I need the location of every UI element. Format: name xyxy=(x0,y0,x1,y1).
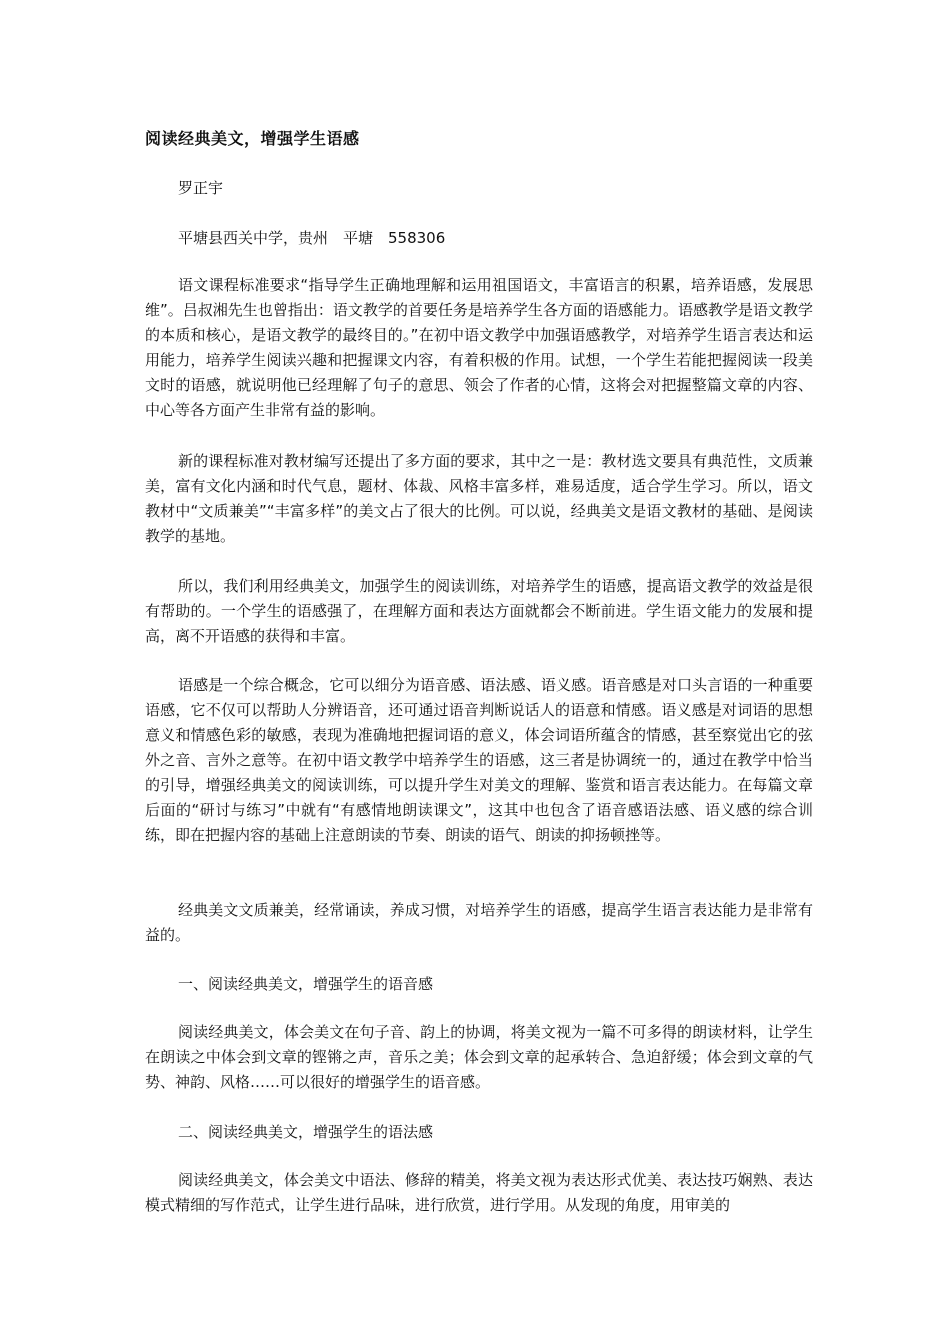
author-name: 罗正宇 xyxy=(178,179,224,197)
body-paragraph: 语文课程标准要求“指导学生正确地理解和运用祖国语文，丰富语言的积累，培养语感，发展思维”。吕叔湘先生也曾指出：语文教学的首要任务是培养学生各方面的语感能力。语感教学是语文教学的本质和核心，是语文教学的最终目的。”在初中语文教学中加强语感教学，对培养学生语言表达和运用能力，培养学生阅读兴趣和把握课文内容，有着积极的作用。试想，一个学生若能把握阅读一段美文时的语感，就说明他已经理解了句子的意思、领会了作者的心情，这将会对把握整篇文章的内容、中心等各方面产生非常有益的影响。 xyxy=(145,276,813,419)
section-heading: 二、阅读经典美文，增强学生的语法感 xyxy=(178,1123,434,1141)
author-affiliation: 平塘县西关中学，贵州 平塘 558306 xyxy=(178,229,446,247)
section-paragraph: 阅读经典美文，体会美文在句子音、韵上的协调，将美文视为一篇不可多得的朗读材料，让学生在朗读之中体会到文章的铿锵之声，音乐之美；体会到文章的起承转合、急迫舒缓；体会到文章的气势、神韵、风格……可以很好的增强学生的语音感。 xyxy=(145,1023,813,1091)
article-title: 阅读经典美文，增强学生语感 xyxy=(145,129,360,148)
body-paragraph: 所以，我们利用经典美文，加强学生的阅读训练，对培养学生的语感，提高语文教学的效益是很有帮助的。一个学生的语感强了，在理解方面和表达方面就都会不断前进。学生语文能力的发展和提高，离不开语感的获得和丰富。 xyxy=(145,577,813,645)
section-heading: 一、阅读经典美文，增强学生的语音感 xyxy=(178,975,434,993)
body-paragraph: 经典美文文质兼美，经常诵读，养成习惯，对培养学生的语感，提高学生语言表达能力是非常有益的。 xyxy=(145,901,813,944)
section-paragraph: 阅读经典美文，体会美文中语法、修辞的精美，将美文视为表达形式优美、表达技巧娴熟、表达模式精细的写作范式，让学生进行品味，进行欣赏，进行学用。从发现的角度，用审美的 xyxy=(145,1171,813,1214)
body-paragraph: 语感是一个综合概念，它可以细分为语音感、语法感、语义感。语音感是对口头言语的一种重要语感，它不仅可以帮助人分辨语音，还可通过语音判断说话人的语意和情感。语义感是对词语的思想意义和情感色彩的敏感，表现为准确地把握词语的意义，体会词语所蕴含的情感，甚至察觉出它的弦外之音、言外之意等。在初中语文教学中培养学生的语感，这三者是协调统一的，通过在教学中恰当的引导，增强经典美文的阅读训练，可以提升学生对美文的理解、鉴赏和语言表达能力。在每篇文章后面的“研讨与练习”中就有“有感情地朗读课文”，这其中也包含了语音感语法感、语义感的综合训练，即在把握内容的基础上注意朗读的节奏、朗读的语气、朗读的抑扬顿挫等。 xyxy=(145,676,813,844)
body-paragraph: 新的课程标准对教材编写还提出了多方面的要求，其中之一是：教材选文要具有典范性，文质兼美，富有文化内涵和时代气息，题材、体裁、风格丰富多样，难易适度，适合学生学习。所以，语文教材中“文质兼美”“丰富多样”的美文占了很大的比例。可以说，经典美文是语文教材的基础、是阅读教学的基地。 xyxy=(145,452,813,545)
